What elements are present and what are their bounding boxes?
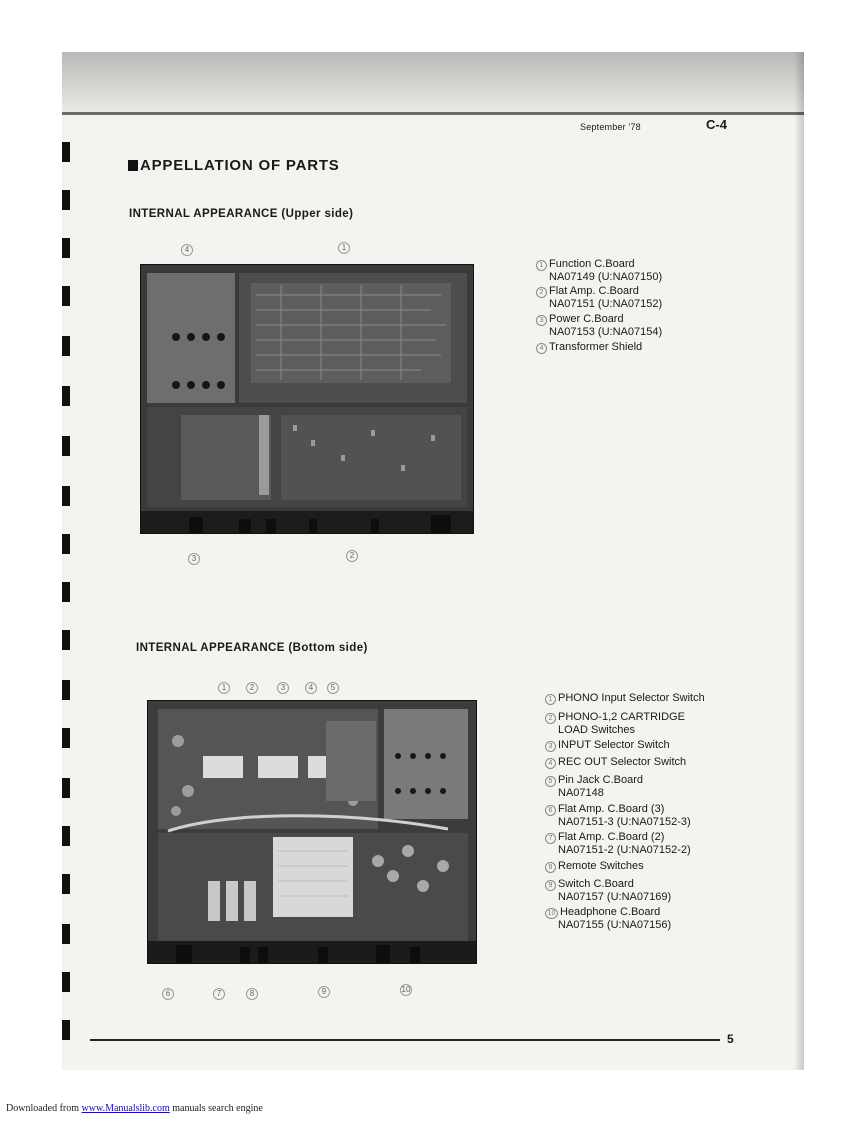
binder-hole [62, 728, 70, 748]
photo-callout: 10 [401, 985, 411, 994]
legend-item [545, 878, 671, 903]
legend-number-badge: 3 [536, 315, 547, 326]
section-heading-sub: (Upper side) [281, 208, 354, 220]
legend-number-badge: 2 [545, 713, 556, 724]
legend-item [536, 285, 662, 310]
binder-hole [62, 286, 70, 306]
page-title-text: APPELLATION OF PARTS [140, 157, 340, 174]
photo-callout: 8 [246, 988, 258, 1000]
photo-callout: 4 [305, 682, 317, 694]
legend-item-label: Flat Amp. C.Board (3) [558, 803, 665, 815]
legend-number-badge: 6 [545, 805, 556, 816]
binder-hole [62, 582, 70, 602]
upper-side-photo-graphic [141, 265, 473, 533]
header-date: September '78 [580, 122, 641, 132]
binder-hole [62, 336, 70, 356]
section-heading-sub: (Bottom side) [288, 642, 368, 654]
legend-item-label: Transformer Shield [549, 341, 643, 353]
binder-hole [62, 778, 70, 798]
page-title [128, 157, 340, 174]
download-prefix: Downloaded from [6, 1103, 80, 1114]
legend-item-code: LOAD Switches [558, 724, 636, 736]
section-heading-upper [129, 208, 353, 220]
legend-item-code: NA07151-3 (U:NA07152-3) [558, 816, 691, 828]
legend-item [545, 711, 685, 736]
legend-item-code: NA07149 (U:NA07150) [549, 271, 663, 283]
photo-callout: 6 [162, 988, 174, 1000]
legend-item [536, 341, 642, 354]
bottom-side-photo [147, 700, 477, 964]
bottom-side-photo-graphic [148, 701, 476, 963]
legend-number-badge: 5 [545, 776, 556, 787]
photo-callout: 3 [188, 553, 200, 565]
legend-item-code: NA07155 (U:NA07156) [558, 919, 672, 931]
photo-callout: 1 [218, 682, 230, 694]
legend-item [545, 860, 644, 873]
binder-hole [62, 436, 70, 456]
legend-number-badge: 4 [545, 758, 556, 769]
legend-item-label: PHONO-1,2 CARTRIDGE [558, 711, 685, 723]
binder-hole [62, 534, 70, 554]
binder-hole [62, 826, 70, 846]
binder-hole [62, 386, 70, 406]
manualslib-link[interactable]: www.Manualslib.com [81, 1103, 170, 1114]
legend-item [545, 774, 643, 799]
legend-item-code: NA07148 [558, 787, 604, 799]
photo-callout: 9 [318, 986, 330, 998]
binder-hole [62, 630, 70, 650]
legend-item [536, 313, 662, 338]
legend-item-code: NA07157 (U:NA07169) [558, 891, 672, 903]
legend-number-badge: 7 [545, 833, 556, 844]
upper-side-photo [140, 264, 474, 534]
page-right-shadow [794, 52, 804, 1070]
legend-item-label: Headphone C.Board [560, 906, 661, 918]
legend-item-label: Pin Jack C.Board [558, 774, 643, 786]
legend-item-label: Function C.Board [549, 258, 635, 270]
legend-item-label: Power C.Board [549, 313, 624, 325]
legend-item [545, 692, 705, 705]
download-footer [6, 1103, 263, 1114]
binder-hole [62, 190, 70, 210]
photo-callout: 2 [246, 682, 258, 694]
binder-hole [62, 238, 70, 258]
binder-hole [62, 972, 70, 992]
binder-hole [62, 1020, 70, 1040]
legend-number-badge: 1 [545, 694, 556, 705]
legend-item [545, 803, 691, 828]
page-number: 5 [727, 1032, 734, 1046]
binder-hole [62, 486, 70, 506]
footer-rule [90, 1039, 720, 1041]
section-heading-text: INTERNAL APPEARANCE [129, 208, 278, 220]
photo-callout: 3 [277, 682, 289, 694]
legend-item [545, 756, 686, 769]
binder-hole [62, 924, 70, 944]
legend-number-badge: 10 [545, 908, 558, 919]
square-bullet-icon [128, 160, 138, 171]
page-top-edge [62, 112, 804, 115]
legend-item-label: Flat Amp. C.Board (2) [558, 831, 665, 843]
legend-item-label: PHONO Input Selector Switch [558, 692, 705, 704]
legend-item [545, 906, 671, 931]
scan-shadow-band [62, 52, 804, 114]
download-suffix: manuals search engine [172, 1103, 263, 1114]
legend-item-code: NA07151-2 (U:NA07152-2) [558, 844, 691, 856]
section-heading-bottom [136, 642, 368, 654]
photo-callout: 5 [327, 682, 339, 694]
binder-hole [62, 680, 70, 700]
photo-callout: 4 [181, 244, 193, 256]
legend-item-label: Remote Switches [558, 860, 644, 872]
legend-number-badge: 3 [545, 741, 556, 752]
page-code: C-4 [706, 117, 727, 132]
legend-item-label: REC OUT Selector Switch [558, 756, 687, 768]
photo-callout: 1 [338, 242, 350, 254]
binder-hole [62, 142, 70, 162]
legend-item-label: Switch C.Board [558, 878, 634, 890]
section-heading-text: INTERNAL APPEARANCE [136, 642, 285, 654]
photo-callout: 2 [346, 550, 358, 562]
legend-number-badge: 9 [545, 880, 556, 891]
legend-item [545, 831, 691, 856]
legend-item-label: INPUT Selector Switch [558, 739, 670, 751]
legend-number-badge: 2 [536, 287, 547, 298]
binder-hole [62, 874, 70, 894]
legend-number-badge: 8 [545, 862, 556, 873]
photo-callout: 7 [213, 988, 225, 1000]
legend-item-code: NA07151 (U:NA07152) [549, 298, 663, 310]
legend-number-badge: 1 [536, 260, 547, 271]
legend-number-badge: 4 [536, 343, 547, 354]
legend-item [536, 258, 662, 283]
legend-item-code: NA07153 (U:NA07154) [549, 326, 663, 338]
legend-item-label: Flat Amp. C.Board [549, 285, 639, 297]
legend-item [545, 739, 670, 752]
